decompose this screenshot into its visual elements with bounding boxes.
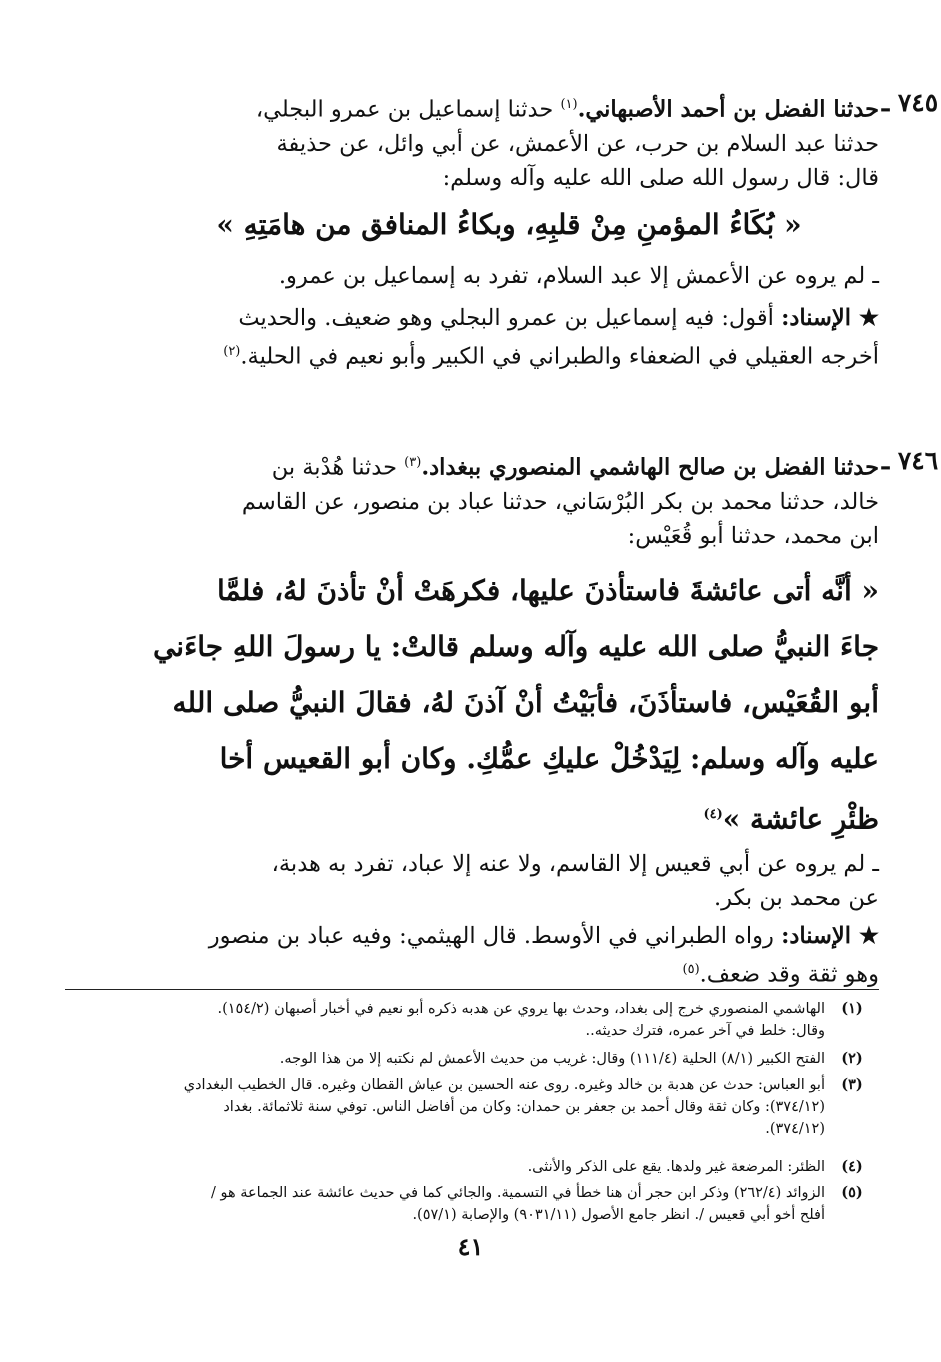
isnad-line: ابن محمد، حدثنا أبو قُعَيْس: <box>627 522 879 549</box>
footnote-5: (٥) الزوائد (٢٦٢/٤) وذكر ابن حجر أن هنا خطأ في التسمية. والجائي كما في حديث عائشة عند الجماعة هو / أفلح أخو أبي قعيس /. انظر جامع الأصول (٩٠٣١/١١) والإصابة (٥٧/١). <box>65 1182 879 1226</box>
matn-line: « أنَّه أتى عائشةَ فاستأذنَ عليها، فكرهَتْ أنْ تأذنَ لهُ، فلمَّا <box>217 573 879 607</box>
footnote-3: (٣) أبو العباس: حدث عن هدبة بن خالد وغيره. روى عنه الحسين بن عياش القطان وغيره. قال الخطيب البغدادي (٣٧٤/١٢): وكان ثقة وقال أحمد بن جعفر بن حمدان: وكان من أفاضل الناس. توفي سنة ثلاثمائة. بغداد (٣٧٤/١٢). <box>65 1074 879 1140</box>
entry-number: ٧٤٦ ـ <box>881 446 939 475</box>
isnad-comment-line: وهو ثقة وقد ضعف.$^{(٥)}$ <box>682 961 879 988</box>
hadith-note: ـ لم يروه عن الأعمش إلا عبد السلام، تفرد به إسماعيل بن عمرو. <box>278 262 879 289</box>
isnad-comment: ★ الإسناد: رواه الطبراني في الأوسط. قال الهيثمي: وفيه عباد بن منصور <box>208 922 879 949</box>
isnad-label: ★ الإسناد: <box>781 304 879 331</box>
footnote-marker: (٢) <box>223 343 241 359</box>
footnote-1: (١) الهاشمي المنصوري خرج إلى بغداد، وحدث بها يروي عن هدبه ذكره أبو نعيم في أخبار أصبهان (١٥٤/٢). وقال: خلط في آخر عمره، فترك حديثه.. <box>65 998 879 1042</box>
isnad-comment: ★ الإسناد: أقول: فيه إسماعيل بن عمرو البجلي وهو ضعيف. والحديث <box>238 304 879 331</box>
matn-line: جاءَ النبيُّ صلى الله عليه وآله وسلم قالتْ: يا رسولَ اللهِ جاءَني <box>152 629 879 663</box>
isnad-line: قال: قال رسول الله صلى الله عليه وآله وسلم: <box>442 164 879 191</box>
footnote-4: (٤) الظئر: المرضعة غير ولدها. يقع على الذكر والأنثى. <box>65 1156 879 1178</box>
hadith-entry-745 <box>139 88 939 373</box>
entry-number: ٧٤٥ ـ <box>881 88 939 117</box>
matn-line: ظئْرِ عائشة »$^{(٤)}$ <box>703 801 879 835</box>
matn-line: أبو القُعَيْس، فاستأذَنَ، فأبَيْتُ أنْ آذنَ لهُ، فقالَ النبيُّ صلى الله <box>172 685 879 719</box>
page-number: ٤١ <box>457 1232 484 1261</box>
isnad-line: حدثنا عبد السلام بن حرب، عن الأعمش، عن أبي وائل، عن حذيفة <box>276 130 879 157</box>
footnote-number: (٢) <box>841 1050 863 1067</box>
hadith-matn: « بُكَاءُ المؤمنِ مِنْ قلبِهِ، وبكاءُ المنافق من هامَتِهِ » <box>216 207 802 241</box>
hadith-note: عن محمد بن بكر. <box>713 884 879 911</box>
footnote-2: (٢) الفتح الكبير (٨/١) الحلية (١١١/٤) وقال: غريب من حديث الأعمش لم نكتبه إلا من هذا الوجه. <box>65 1048 879 1070</box>
footnote-divider <box>65 989 879 990</box>
isnad-line: خالد، حدثنا محمد بن بكر البُرْسَاني، حدثنا عباد بن منصور، عن القاسم <box>241 488 879 515</box>
isnad-line: حدثنا الفضل بن صالح الهاشمي المنصوري ببغداد.$^{(٣)}$ حدثنا هُدْبة بن <box>271 454 879 481</box>
footnote-marker: (١) <box>560 97 578 112</box>
isnad-comment-line: أخرجه العقيلي في الضعفاء والطبراني في الكبير وأبو نعيم في الحلية.$^{(٢)}$ <box>223 343 879 369</box>
footnote-marker: (٤) <box>703 806 723 822</box>
footnote-marker: (٣) <box>404 455 422 470</box>
footnote-number: (١) <box>841 1000 863 1017</box>
hadith-matn <box>139 563 879 847</box>
isnad-line: حدثنا الفضل بن أحمد الأصبهاني.$^{(١)}$ حدثنا إسماعيل بن عمرو البجلي، <box>255 96 879 123</box>
footnote-number: (٣) <box>841 1076 863 1093</box>
matn-line: عليه وآله وسلم: لِيَدْخُلْ عليكِ عمُّكِ. وكان أبو القعيس أخا <box>219 741 879 775</box>
hadith-note: ـ لم يروه عن أبي قعيس إلا القاسم، ولا عنه إلا عباد، تفرد به هدبة، <box>271 850 879 877</box>
footnote-marker: (٥) <box>682 961 700 977</box>
footnote-number: (٤) <box>841 1158 863 1175</box>
isnad-label: ★ الإسناد: <box>781 922 879 949</box>
footnote-number: (٥) <box>841 1184 863 1201</box>
hadith-entry-746 <box>139 446 939 991</box>
